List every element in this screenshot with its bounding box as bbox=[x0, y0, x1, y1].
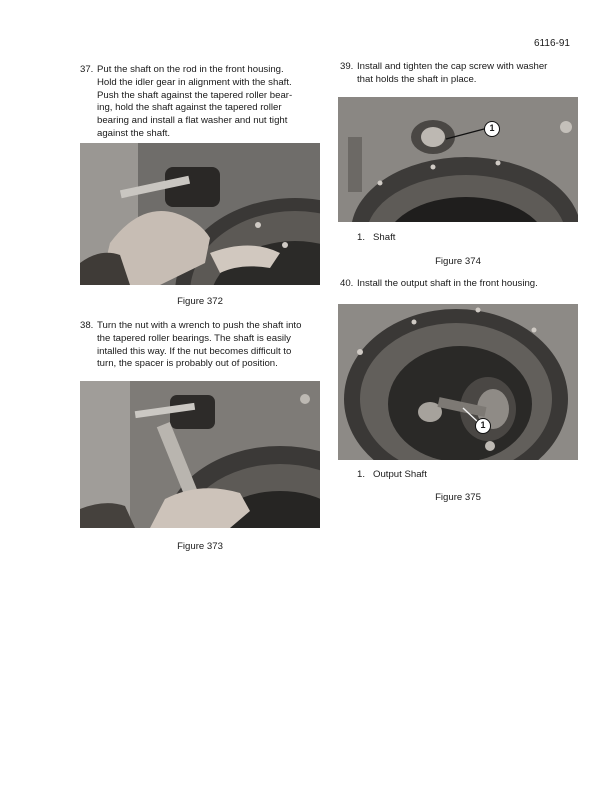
step-38 bbox=[80, 320, 320, 376]
figure-373-caption: Figure 373 bbox=[177, 541, 223, 552]
step-line: ing, hold the shaft against the tapered roller bbox=[97, 102, 282, 114]
figure-374-photo bbox=[338, 97, 578, 222]
figure-375-photo bbox=[338, 304, 578, 460]
step-40 bbox=[340, 278, 580, 294]
figure-374-legend bbox=[357, 232, 395, 243]
page-number: 6116-91 bbox=[534, 38, 570, 49]
step-number: 40. bbox=[340, 278, 354, 289]
figure-372-photo bbox=[80, 143, 320, 285]
step-line: Push the shaft against the tapered roller bear- bbox=[97, 89, 293, 101]
figure-374-caption: Figure 374 bbox=[435, 256, 481, 267]
step-line: Install the output shaft in the front housing. bbox=[357, 278, 538, 289]
step-line: Hold the idler gear in alignment with the shaft. bbox=[97, 76, 292, 88]
callout-1: 1 bbox=[484, 121, 500, 137]
figure-375-caption: Figure 375 bbox=[435, 492, 481, 503]
step-number: 37. bbox=[80, 64, 94, 75]
legend-number: 1. bbox=[357, 232, 366, 243]
step-line: against the shaft. bbox=[97, 127, 171, 139]
step-line: Turn the nut with a wrench to push the shaft into bbox=[97, 320, 302, 331]
legend-text: Shaft bbox=[373, 232, 396, 243]
figure-373-photo bbox=[80, 381, 320, 528]
step-line: intalled this way. If the nut becomes difficult to bbox=[97, 345, 292, 357]
figure-372-caption: Figure 372 bbox=[177, 296, 223, 307]
step-line: Install and tighten the cap screw with washer bbox=[357, 61, 548, 72]
step-line: turn, the spacer is probably out of position. bbox=[97, 358, 278, 370]
step-39 bbox=[340, 61, 580, 89]
figure-375-legend bbox=[357, 469, 427, 480]
callout-1: 1 bbox=[475, 418, 491, 434]
legend-text: Output Shaft bbox=[373, 469, 427, 480]
step-number: 39. bbox=[340, 61, 354, 72]
step-line: bearing and install a flat washer and nut tight bbox=[97, 115, 288, 127]
step-number: 38. bbox=[80, 320, 94, 331]
legend-number: 1. bbox=[357, 469, 366, 480]
step-line: that holds the shaft in place. bbox=[357, 73, 477, 85]
step-line: the tapered roller bearings. The shaft is easily bbox=[97, 332, 291, 344]
step-line: Put the shaft on the rod in the front housing. bbox=[97, 64, 284, 75]
step-37 bbox=[80, 64, 320, 139]
